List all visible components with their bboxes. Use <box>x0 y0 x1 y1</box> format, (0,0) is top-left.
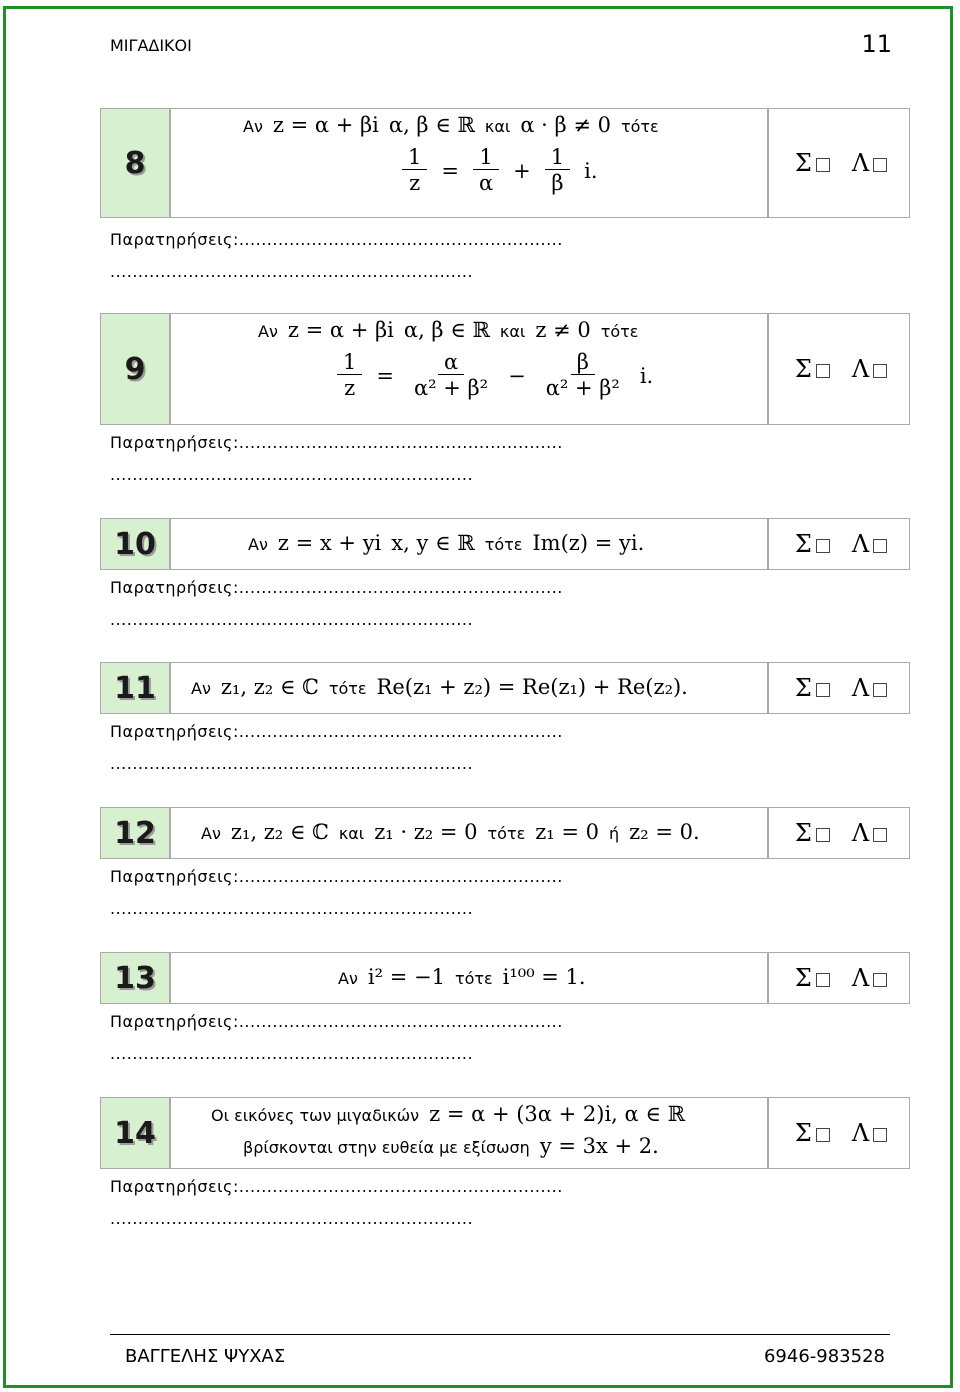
checkbox[interactable] <box>816 1128 830 1142</box>
false-option[interactable]: Λ <box>852 355 887 383</box>
false-option[interactable]: Λ <box>852 819 887 847</box>
false-option[interactable]: Λ <box>852 674 887 702</box>
statement-text: Οι εικόνες των μιγαδικών <box>211 1106 420 1125</box>
item-9 <box>100 313 910 488</box>
false-option[interactable]: Λ <box>852 1119 887 1147</box>
statement: Αν z = α + βi α, β ∈ ℝ και α · β ≠ 0 τότε $\frac{1}{z}$ = $\frac{1}{\alpha}$ + $\frac{1}{\beta}$ i. <box>173 109 769 217</box>
word-then: τότε <box>487 824 526 843</box>
math: z₂ = 0. <box>629 820 700 844</box>
word-then: τότε <box>484 535 523 554</box>
checkbox[interactable] <box>873 683 887 697</box>
item-box <box>100 952 910 1004</box>
checkbox[interactable] <box>873 973 887 987</box>
true-option[interactable]: Σ <box>795 674 830 702</box>
true-false-choice <box>771 109 911 217</box>
item-11 <box>100 662 910 777</box>
math: z = α + (3α + 2)i, α ∈ ℝ <box>429 1102 686 1126</box>
true-option[interactable]: Σ <box>795 355 830 383</box>
checkbox[interactable] <box>873 828 887 842</box>
true-false-choice <box>771 314 911 424</box>
notes: Παρατηρήσεις:.......................................................... <box>110 433 563 452</box>
item-box <box>100 518 910 570</box>
math: z = α + βi <box>287 318 394 342</box>
notes-dots: ................................................................. <box>110 465 474 484</box>
fraction: $\frac{1}{\beta}$ <box>545 145 570 196</box>
notes-dots: ................................................................. <box>110 262 474 281</box>
true-option[interactable]: Σ <box>795 530 830 558</box>
true-false-choice <box>771 1098 911 1168</box>
checkbox[interactable] <box>816 539 830 553</box>
word-or: ή <box>609 824 620 843</box>
math: α, β ∈ ℝ <box>403 318 490 342</box>
word-then: τότε <box>620 117 659 136</box>
notes: Παρατηρήσεις:.......................................................... <box>110 578 563 597</box>
math: Im(z) = yi. <box>532 531 645 555</box>
math: i¹⁰⁰ = 1. <box>502 965 586 989</box>
true-option[interactable]: Σ <box>795 1119 830 1147</box>
fraction: $\frac{1}{\alpha}$ <box>473 145 499 196</box>
word-and: και <box>484 117 511 136</box>
checkbox[interactable] <box>816 828 830 842</box>
statement <box>173 808 769 858</box>
math: α · β ≠ 0 <box>520 113 611 137</box>
item-10 <box>100 518 910 633</box>
checkbox[interactable] <box>816 973 830 987</box>
notes: Παρατηρήσεις:.......................................................... <box>110 867 563 886</box>
item-box <box>100 662 910 714</box>
word-if: Αν <box>338 969 358 988</box>
true-false-choice <box>771 663 911 713</box>
item-number: 14 <box>101 1098 171 1168</box>
item-number: 12 <box>101 808 171 858</box>
item-box <box>100 1097 910 1169</box>
fraction: $\frac{\beta}{\text{α² + β²}}$ <box>545 350 620 400</box>
item-box <box>100 313 910 425</box>
fraction: $\frac{1}{z}$ <box>337 350 362 401</box>
math: Re(z₁ + z₂) = Re(z₁) + Re(z₂). <box>376 675 688 699</box>
item-13 <box>100 952 910 1067</box>
math: z₁, z₂ ∈ ℂ <box>220 675 319 699</box>
notes: Παρατηρήσεις:.......................................................... <box>110 722 563 741</box>
word-if: Αν <box>248 535 268 554</box>
math: z₁, z₂ ∈ ℂ <box>230 820 329 844</box>
item-box <box>100 807 910 859</box>
true-option[interactable]: Σ <box>795 819 830 847</box>
math: x, y ∈ ℝ <box>391 531 475 555</box>
math: z₁ · z₂ = 0 <box>374 820 478 844</box>
statement-text: βρίσκονται στην ευθεία με εξίσωση <box>243 1138 530 1157</box>
true-false-choice <box>771 808 911 858</box>
statement: Αν z = α + βi α, β ∈ ℝ και z ≠ 0 τότε $\frac{1}{z}$ = $\frac{\alpha}{\text{α² + β²}}$ − $\frac{\beta}{\text{α² + β²}}$ i. <box>173 314 769 424</box>
math: i² = −1 <box>367 965 445 989</box>
notes-dots: ................................................................. <box>110 754 474 773</box>
word-if: Αν <box>258 322 278 341</box>
false-option[interactable]: Λ <box>852 964 887 992</box>
notes: Παρατηρήσεις:.......................................................... <box>110 1012 563 1031</box>
true-option[interactable]: Σ <box>795 964 830 992</box>
fraction: $\frac{1}{z}$ <box>402 145 427 196</box>
word-and: και <box>499 322 526 341</box>
notes-dots: ................................................................. <box>110 1044 474 1063</box>
statement <box>173 953 769 1003</box>
item-12 <box>100 807 910 922</box>
word-then: τότε <box>600 322 639 341</box>
statement <box>173 519 769 569</box>
item-14 <box>100 1097 910 1232</box>
word-if: Αν <box>191 679 211 698</box>
checkbox[interactable] <box>816 683 830 697</box>
notes: Παρατηρήσεις:.......................................................... <box>110 1177 563 1196</box>
math: i. <box>584 158 598 183</box>
notes: Παρατηρήσεις:.......................................................... <box>110 230 563 249</box>
checkbox[interactable] <box>873 158 887 172</box>
math: z₁ = 0 <box>535 820 600 844</box>
word-if: Αν <box>243 117 263 136</box>
item-number: 9 <box>101 314 171 424</box>
true-false-choice <box>771 519 911 569</box>
notes-dots: ................................................................. <box>110 899 474 918</box>
item-number: 8 <box>101 109 171 217</box>
math: y = 3x + 2. <box>539 1134 659 1158</box>
item-number: 10 <box>101 519 171 569</box>
word-and: και <box>338 824 365 843</box>
footer-author: ΒΑΓΓΕΛΗΣ ΨΥΧΑΣ <box>125 1346 286 1367</box>
true-option[interactable]: Σ <box>795 149 830 177</box>
fraction: $\frac{\alpha}{\text{α² + β²}}$ <box>413 350 489 400</box>
checkbox[interactable] <box>873 1128 887 1142</box>
false-option[interactable]: Λ <box>852 149 887 177</box>
math: α, β ∈ ℝ <box>388 113 475 137</box>
footer-phone: 6946-983528 <box>763 1346 885 1367</box>
item-number: 13 <box>101 953 171 1003</box>
notes-dots: ................................................................. <box>110 1209 474 1228</box>
checkbox[interactable] <box>816 364 830 378</box>
footer-rule <box>110 1334 890 1335</box>
page-number: 11 <box>861 30 892 58</box>
statement <box>173 1098 769 1168</box>
word-if: Αν <box>201 824 221 843</box>
item-8 <box>100 108 910 283</box>
item-number: 11 <box>101 663 171 713</box>
math: z = α + βi <box>272 113 379 137</box>
word-then: τότε <box>328 679 367 698</box>
notes-dots: ................................................................. <box>110 610 474 629</box>
word-then: τότε <box>454 969 493 988</box>
true-false-choice <box>771 953 911 1003</box>
checkbox[interactable] <box>873 539 887 553</box>
header-title: ΜΙΓΑΔΙΚΟΙ <box>110 36 192 55</box>
checkbox[interactable] <box>816 158 830 172</box>
math: z ≠ 0 <box>535 318 591 342</box>
checkbox[interactable] <box>873 364 887 378</box>
false-option[interactable]: Λ <box>852 530 887 558</box>
item-box <box>100 108 910 218</box>
statement <box>173 663 769 713</box>
math: z = x + yi <box>277 531 382 555</box>
math: i. <box>639 363 654 388</box>
